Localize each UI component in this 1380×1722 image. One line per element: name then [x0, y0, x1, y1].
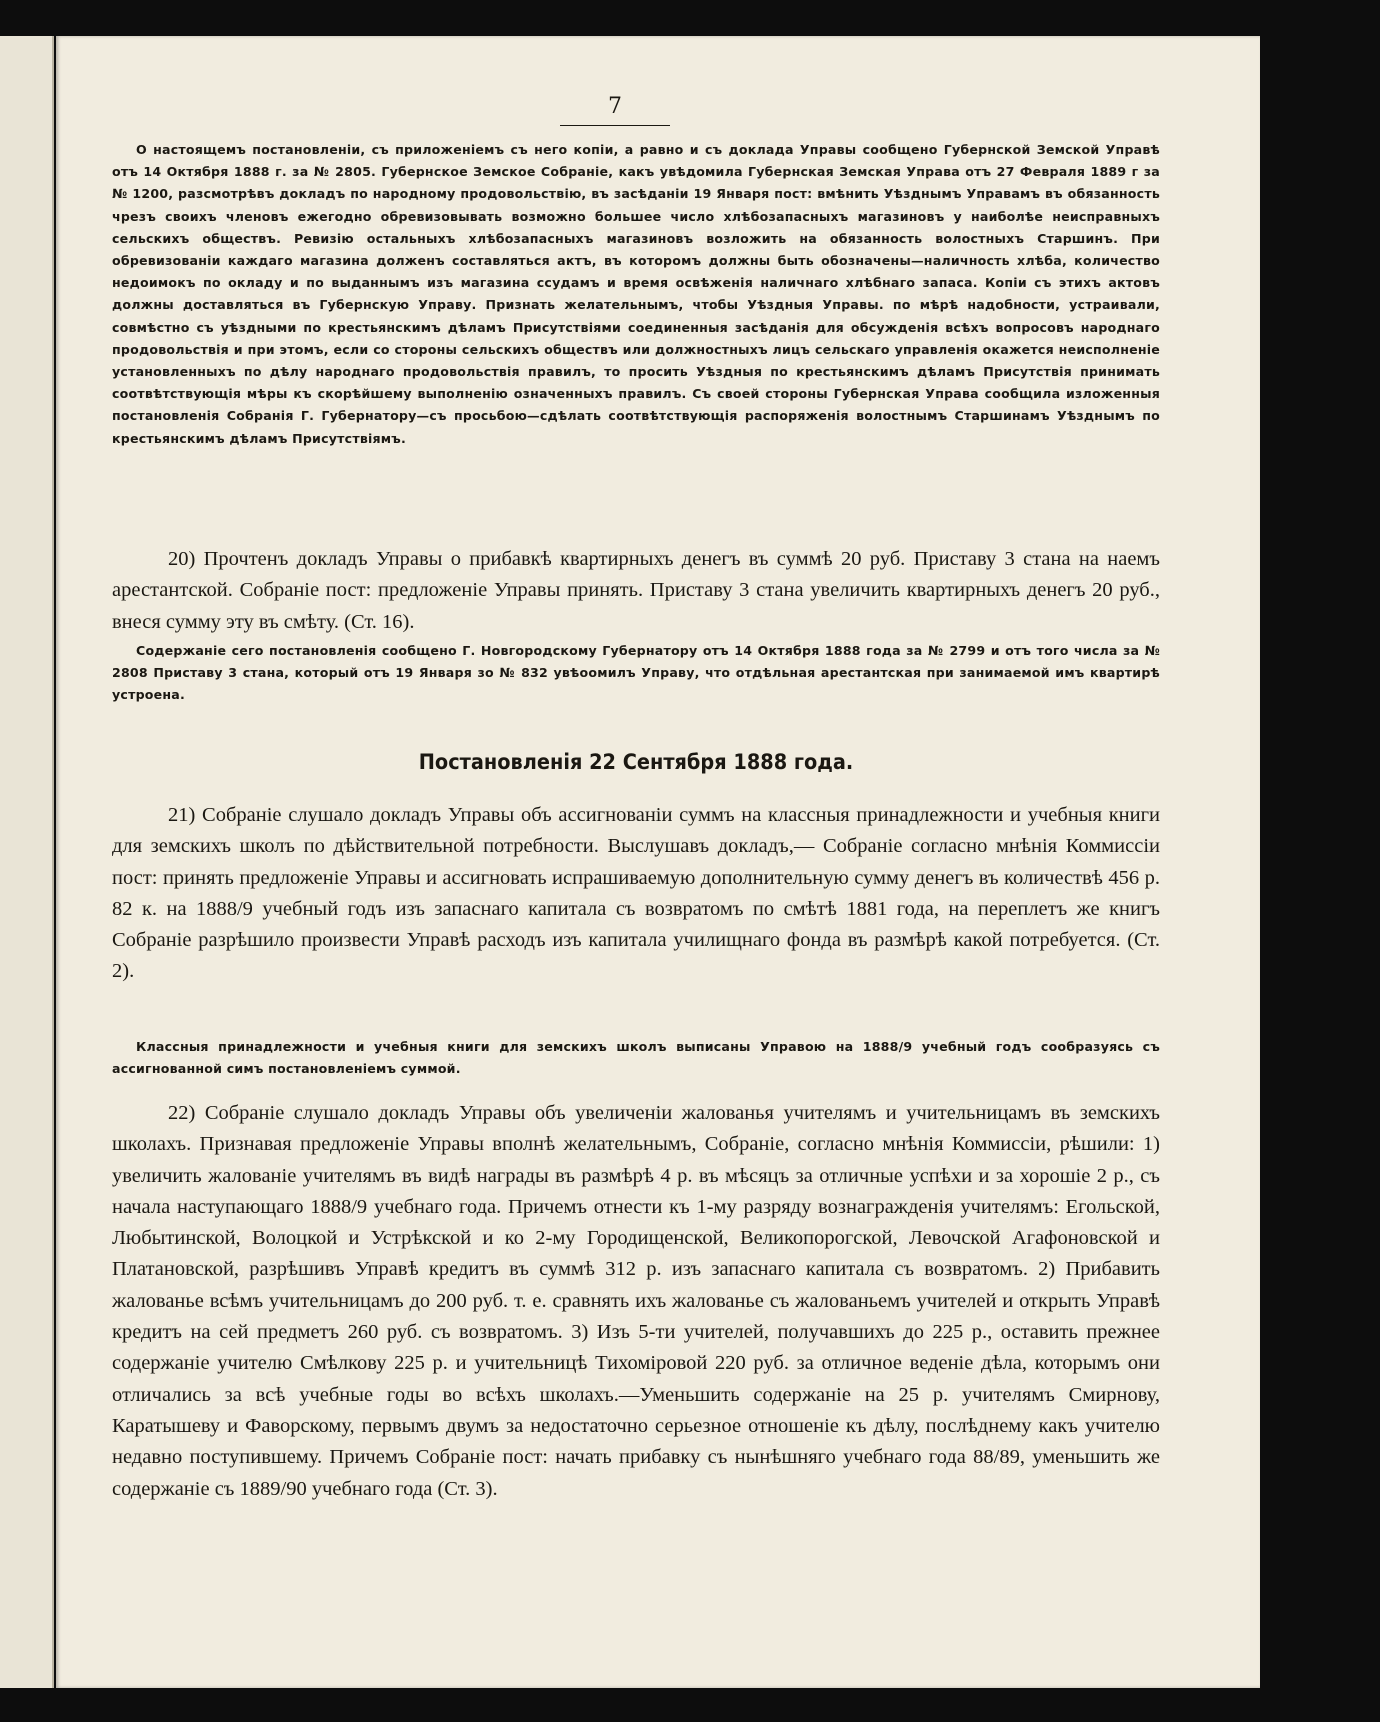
document-page: [56, 36, 1260, 1688]
resolution-20: 20) Прочтенъ докладъ Управы о прибавкѣ квартирныхъ денегъ въ суммѣ 20 руб. Приставу 3 стана на наемъ арестантской. Собраніе пост: предложеніе Управы принять. Приставу 3 стана увеличить квартирныхъ денегъ 20 руб., внеся сумму эту въ смѣту. (Ст. 16).: [112, 548, 1160, 633]
note-resolution-19: О настоящемъ постановленіи, съ приложеніемъ съ него копіи, а равно и съ доклада Управы сообщено Губернской Земской Управѣ отъ 14 Октября 1888 г. за № 2805. Губернское Земское Собраніе, какъ увѣдомила Губернская Земская Управа отъ 27 Февраля 1889 г за № 1200, разсмотрѣвъ докладъ по народному продовольствію, въ засѣданіи 19 Января пост: вмѣнить Уѣзднымъ Управамъ въ обязанность чрезъ своихъ членовъ ежегодно обревизовывать возможно большее число хлѣбозапасныхъ магазиновъ у наиболѣе неисправныхъ сельскихъ обществъ. Ревизію остальныхъ хлѣбозапасныхъ магазиновъ возложить на обязанность волостныхъ Старшинъ. При обревизованіи каждаго магазина долженъ составляться актъ, въ которомъ должны быть обозначены—наличность хлѣба, количество недоимокъ по окладу и по выданнымъ изъ магазина ссудамъ и время освѣженія наличнаго хлѣбнаго запаса. Копіи съ этихъ актовъ должны доставляться въ Губернскую Управу. Признать желательнымъ, чтобы Уѣздныя Управы. по мѣрѣ надобности, устраивали, совмѣстно съ уѣздными по крестьянскимъ дѣламъ Присутствіями соединенныя засѣданія для обсужденія всѣхъ вопросовъ народнаго продовольствія и при этомъ, если со стороны сельскихъ обществъ или должностныхъ лицъ сельскаго управленія окажется неисполненіе установленныхъ по дѣлу народнаго продовольствія правилъ, то просить Уѣздныя по крестьянскимъ дѣламъ Присутствія принимать соотвѣтствующія мѣры къ скорѣйшему выполненію означенныхъ правилъ. Съ своей стороны Губернская Управа сообщила изложенныя постановленія Собранія Г. Губернатору—съ просьбою—сдѣлать соотвѣтствующія распоряженія волостнымъ Старшинамъ Уѣзднымъ по крестьянскимъ дѣламъ Присутствіямъ.: [112, 142, 1160, 446]
previous-page-edge: [0, 36, 54, 1688]
page-number: 7: [560, 94, 670, 126]
note-resolution-20: Содержаніе сего постановленія сообщено Г. Новгородскому Губернатору отъ 14 Октября 1888 года за № 2799 и отъ того числа за № 2808 Приставу 3 стана, который отъ 19 Января зо № 832 увѣоомилъ Управу, что отдѣльная арестантская при занимаемой имъ квартирѣ устроена.: [112, 643, 1160, 703]
section-heading: Постановленія 22 Сентября 1888 года.: [418, 750, 854, 774]
resolution-22: 22) Собраніе слушало докладъ Управы объ увеличеніи жалованья учителямъ и учительницамъ въ земскихъ школахъ. Признавая предложеніе Управы вполнѣ желательнымъ, Собраніе, согласно мнѣнія Коммиссіи, рѣшили: 1) увеличить жалованіе учителямъ въ видѣ награды въ размѣрѣ 4 р. въ мѣсяцъ за отличные успѣхи и за хорошіе 2 р., съ начала наступающаго 1888/9 учебнаго года. Причемъ отнести къ 1-му разряду вознагражденія учителямъ: Егольской, Любытинской, Волоцкой и Устрѣкской и ко 2-му Городищенской, Великопорогской, Левочской Агафоновской и Платановской, разрѣшивъ Управѣ кредитъ въ суммѣ 312 р. изъ запаснаго капитала съ возвратомъ. 2) Прибавить жалованье всѣмъ учительницамъ до 200 руб. т. е. сравнять ихъ жалованье съ жалованьемъ учителей и открыть Управѣ кредитъ на сей предметъ 260 руб. съ возвратомъ. 3) Изъ 5-ти учителей, получавшихъ до 225 р., оставить прежнее содержаніе учителю Смѣлкову 225 р. и учительницѣ Тихоміровой 220 руб. за отличное веденіе дѣла, которымъ они отличались за всѣ учебные годы во всѣхъ школахъ.—Уменьшить содержаніе на 25 р. учителямъ Смирнову, Каратышеву и Фаворскому, первымъ двумъ за недостаточно серьезное отношеніе къ дѣлу, послѣднему какъ учителю недавно поступившему. Причемъ Собраніе пост: начать прибавку съ нынѣшняго учебнаго года 88/89, уменьшить же содержаніе съ 1889/90 учебнаго года (Ст. 3).: [112, 1102, 1160, 1500]
resolution-21: 21) Собраніе слушало докладъ Управы объ ассигнованіи суммъ на классныя принадлежности и учебныя книги для земскихъ школъ по дѣйствительной потребности. Выслушавъ докладъ,— Собраніе согласно мнѣнія Коммиссіи пост: принять предложеніе Управы и ассигновать испрашиваемую дополнительную сумму денегъ въ количествѣ 456 р. 82 к. на 1888/9 учебный годъ изъ запаснаго капитала съ возвратомъ по смѣтѣ 1881 года, на переплетъ же книгъ Собраніе разрѣшило произвести Управѣ расходъ изъ капитала училищнаго фонда въ размѣрѣ какой потребуется. (Ст. 2).: [112, 804, 1160, 983]
note-resolution-21: Классныя принадлежности и учебныя книги для земскихъ школъ выписаны Управою на 1888/9 учебный годъ сообразуясь съ ассигнованной симъ постановленіемъ суммой.: [112, 1039, 1160, 1077]
